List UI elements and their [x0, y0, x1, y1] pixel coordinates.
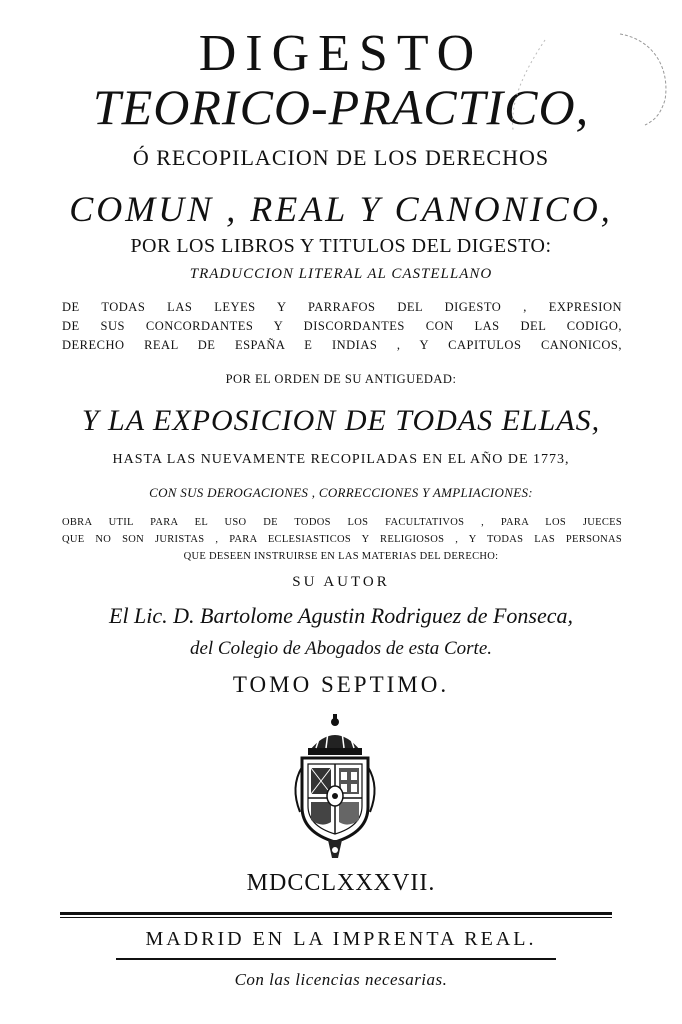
- line-derogaciones: CON SUS DEROGACIONES , CORRECCIONES Y AMPLIACIONES:: [149, 485, 533, 500]
- divider-thick: [60, 912, 612, 915]
- imprint-line: MADRID EN LA IMPRENTA REAL.: [145, 928, 537, 950]
- stray-pen-mark-icon: [505, 30, 675, 140]
- line-hasta-1773: HASTA LAS NUEVAMENTE RECOPILADAS EN EL AÑO DE 1773,: [112, 452, 570, 467]
- royal-coat-of-arms-icon: [280, 712, 390, 862]
- licencias-line: Con las licencias necesarias.: [234, 970, 448, 989]
- paragraph-line: DE SUS CONCORDANTES Y DISCORDANTES CON LAS DEL CODIGO,: [62, 319, 622, 333]
- paragraph-contents-last-line: POR EL ORDEN DE SU ANTIGUEDAD:: [225, 372, 457, 386]
- divider-bottom: [116, 958, 556, 960]
- paragraph-audience: [62, 514, 622, 548]
- paragraph-line: DERECHO REAL DE ESPAÑA E INDIAS , Y CAPITULOS CANONICOS,: [62, 338, 622, 352]
- paragraph-audience-last-line: QUE DESEEN INSTRUIRSE EN LAS MATERIAS DEL DERECHO:: [183, 551, 499, 562]
- line-recopilacion: Ó RECOPILACION DE LOS DERECHOS: [132, 145, 550, 170]
- line-comun-real-canonico: COMUN , REAL Y CANONICO,: [69, 189, 613, 229]
- divider-thin: [60, 917, 612, 918]
- author-affiliation: del Colegio de Abogados de esta Corte.: [189, 638, 493, 659]
- paragraph-line: DE TODAS LAS LEYES Y PARRAFOS DEL DIGESTO , EXPRESION: [62, 300, 622, 314]
- line-traduccion: TRADUCCION LITERAL AL CASTELLANO: [189, 266, 493, 282]
- su-autor-heading: SU AUTOR: [292, 574, 390, 590]
- line-exposicion: Y LA EXPOSICION DE TODAS ELLAS,: [81, 404, 601, 437]
- author-name: El Lic. D. Bartolome Agustin Rodriguez de Fonseca,: [109, 603, 573, 628]
- publication-year: MDCCLXXXVII.: [246, 870, 436, 896]
- paragraph-contents: [62, 298, 622, 355]
- volume-label: TOMO SEPTIMO.: [232, 672, 450, 697]
- title-main: DIGESTO: [198, 25, 484, 82]
- line-por-los-libros: POR LOS LIBROS Y TITULOS DEL DIGESTO:: [130, 235, 552, 257]
- paragraph-line: OBRA UTIL PARA EL USO DE TODOS LOS FACULTATIVOS , PARA LOS JUECES: [62, 517, 622, 528]
- paragraph-line: QUE NO SON JURISTAS , PARA ECLESIASTICOS Y RELIGIOSOS , Y TODAS LAS PERSONAS: [62, 534, 622, 545]
- title-sub: TEORICO-PRACTICO,: [92, 79, 590, 135]
